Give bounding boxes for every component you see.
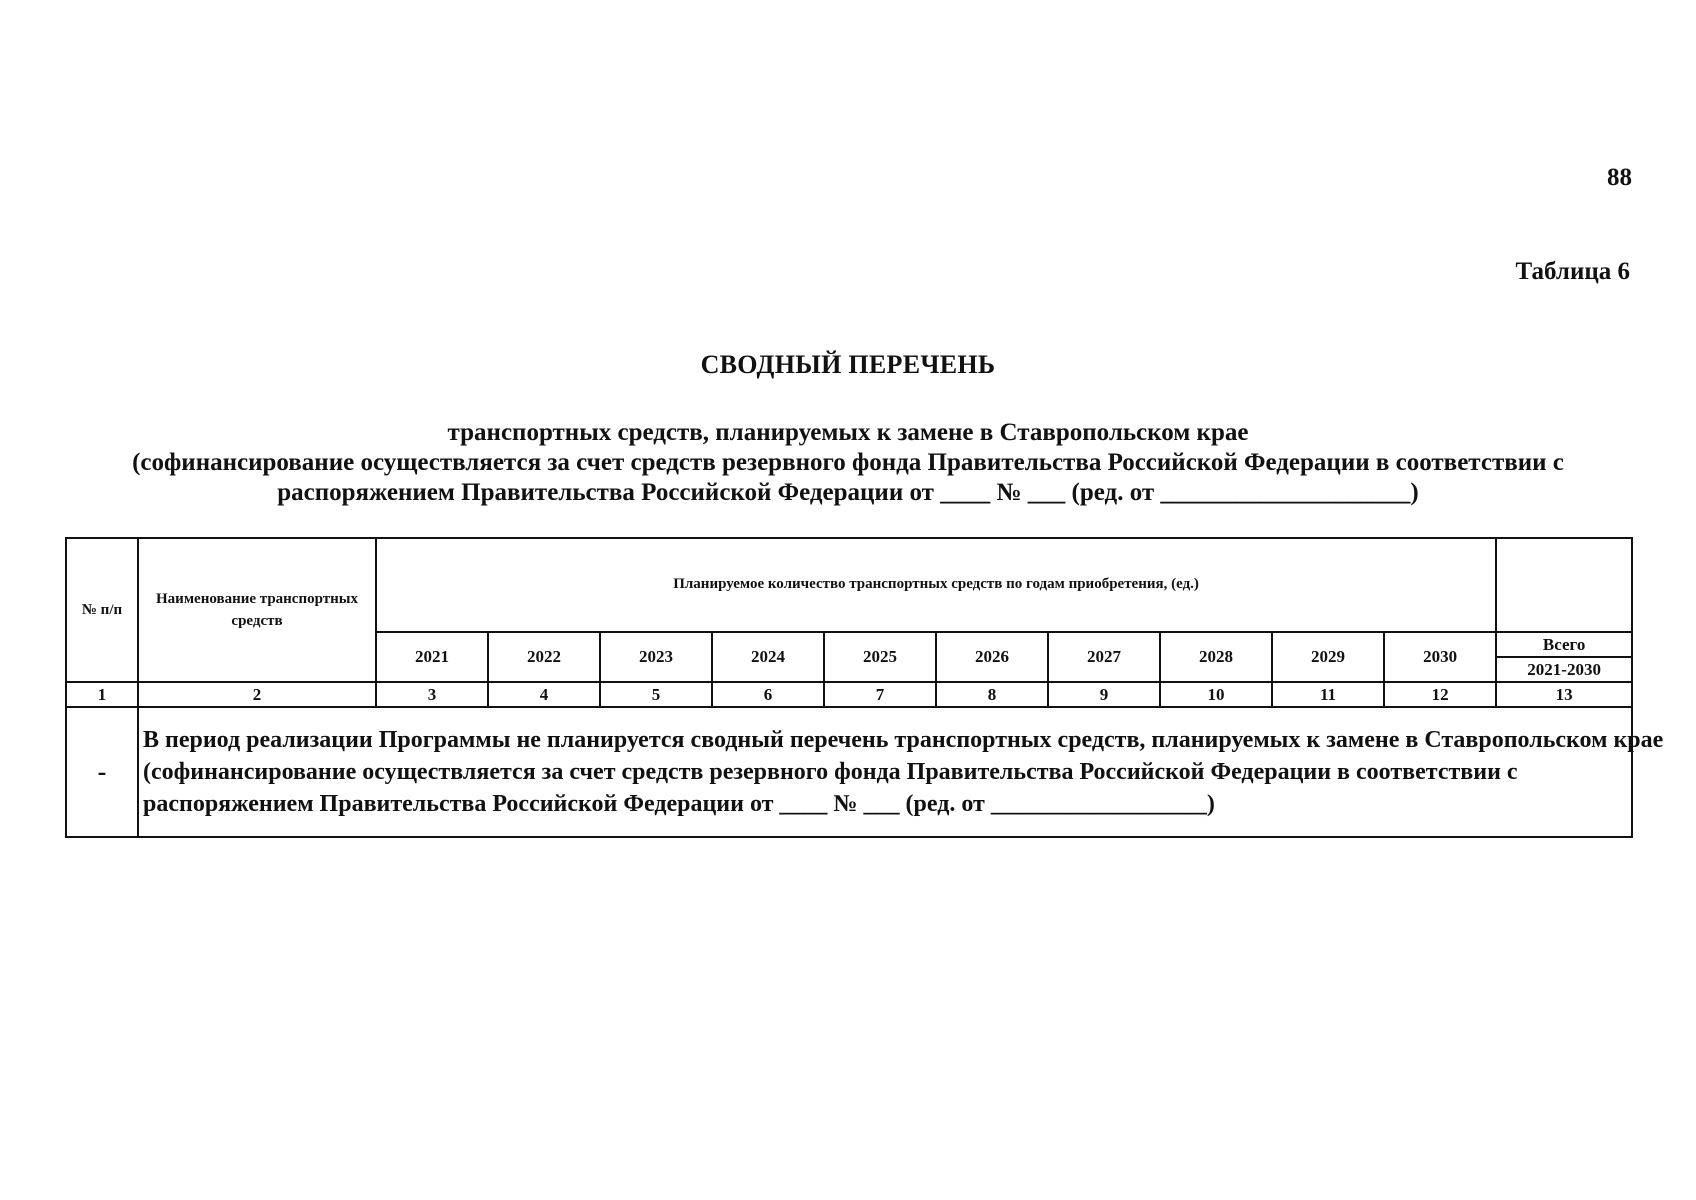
header-total-range: 2021-2030 [1496, 657, 1632, 682]
document-title: СВОДНЫЙ ПЕРЕЧЕНЬ [700, 350, 996, 379]
column-number: 3 [376, 682, 488, 707]
note-line-3: распоряжением Правительства Российской Федерации от ____ № ___ (ред. от __________________) [143, 791, 1215, 817]
column-number: 13 [1496, 682, 1632, 707]
header-year: 2022 [488, 632, 600, 682]
header-year: 2030 [1384, 632, 1496, 682]
page-number: 88 [1607, 164, 1632, 191]
header-year: 2025 [824, 632, 936, 682]
vehicles-table [65, 537, 1664, 838]
column-number: 1 [66, 682, 138, 707]
header-total-label: Всего [1496, 632, 1632, 657]
row-note [138, 707, 1664, 837]
subtitle-line-1: транспортных средств, планируемых к замене в Ставропольском крае [447, 419, 1249, 446]
column-number: 2 [138, 682, 376, 707]
header-year: 2029 [1272, 632, 1384, 682]
header-planned: Планируемое количество транспортных средств по годам приобретения, (ед.) [376, 538, 1496, 632]
subtitle-line-2: (софинансирование осуществляется за счет средств резервного фонда Правительства Российской Федерации в соответствии с [132, 449, 1564, 476]
table-row [66, 707, 1632, 837]
column-number: 4 [488, 682, 600, 707]
column-number: 6 [712, 682, 824, 707]
header-year: 2027 [1048, 632, 1160, 682]
column-number: 12 [1384, 682, 1496, 707]
column-number: 9 [1048, 682, 1160, 707]
column-number: 11 [1272, 682, 1384, 707]
row-marker: - [66, 707, 138, 837]
note-line-2: (софинансирование осуществляется за счет средств резервного фонда Правительства Российской Федерации в соответствии с [143, 759, 1518, 785]
table-label: Таблица 6 [1515, 258, 1630, 285]
column-number: 5 [600, 682, 712, 707]
column-number: 10 [1160, 682, 1272, 707]
header-num: № п/п [66, 538, 138, 682]
column-number: 7 [824, 682, 936, 707]
header-year: 2023 [600, 632, 712, 682]
note-line-1: В период реализации Программы не планируется сводный перечень транспортных средств, планируемых к замене в Ставропольском крае [143, 727, 1664, 753]
column-number: 8 [936, 682, 1048, 707]
document-subtitle [100, 418, 1596, 508]
header-year: 2024 [712, 632, 824, 682]
header-total-blank [1496, 538, 1632, 632]
header-year: 2021 [376, 632, 488, 682]
header-year: 2026 [936, 632, 1048, 682]
header-year: 2028 [1160, 632, 1272, 682]
subtitle-line-3: распоряжением Правительства Российской Федерации от ____ № ___ (ред. от ____________________) [277, 479, 1419, 506]
header-name: Наименование транспортных средств [138, 538, 376, 682]
